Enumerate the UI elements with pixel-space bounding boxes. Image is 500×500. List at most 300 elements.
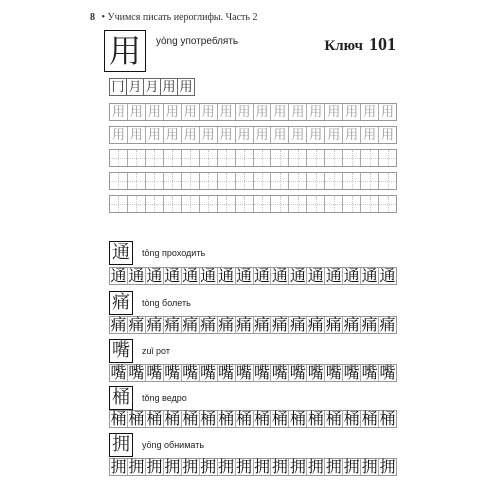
practice-cell[interactable] [270,173,288,189]
practice-cell[interactable] [163,317,181,333]
practice-cell[interactable] [235,127,253,143]
entry-character-box: 拥 [109,433,133,457]
practice-glyph: 桶 [218,409,235,428]
practice-cell[interactable] [163,365,181,381]
entry-character-box: 嘴 [109,339,133,363]
practice-cell[interactable] [217,150,235,166]
practice-cell[interactable] [110,459,127,475]
practice-glyph: 用 [255,104,269,120]
practice-cell[interactable] [235,150,253,166]
practice-cell[interactable] [235,365,253,381]
practice-glyph: 拥 [110,457,127,476]
practice-cell[interactable] [378,268,396,284]
practice-glyph: 拥 [289,457,306,476]
practice-cell[interactable] [110,268,127,284]
practice-glyph: 用 [165,104,179,120]
practice-cell[interactable] [199,459,217,475]
practice-glyph: 通 [289,266,306,285]
practice-glyph: 嘴 [307,363,324,382]
practice-cell[interactable] [217,365,235,381]
practice-glyph: 痛 [146,315,163,334]
practice-cell[interactable] [199,365,217,381]
entry-pinyin: tòng [142,298,160,308]
practice-cell[interactable] [110,317,127,333]
practice-cell[interactable] [163,150,181,166]
practice-cell[interactable] [324,173,342,189]
practice-glyph: 嘴 [271,363,288,382]
entry-meaning: проходить [162,248,206,258]
practice-cell[interactable] [127,150,145,166]
practice-glyph: 桶 [343,409,360,428]
practice-cell[interactable] [360,104,378,120]
key-number: 101 [369,34,396,54]
practice-cell[interactable] [342,459,360,475]
practice-cell[interactable] [253,104,271,120]
book-title: Учимся писать иероглифы. Часть 2 [107,12,258,23]
practice-cell[interactable] [342,365,360,381]
practice-cell[interactable] [181,365,199,381]
practice-cell[interactable] [253,411,271,427]
entry-meaning: ведро [162,393,187,403]
practice-cell[interactable] [270,104,288,120]
practice-cell[interactable] [145,317,163,333]
practice-glyph: 痛 [128,315,145,334]
practice-cell[interactable] [199,268,217,284]
practice-cell[interactable] [270,268,288,284]
practice-glyph: 痛 [236,315,253,334]
practice-cell[interactable] [253,150,271,166]
entry-character-box: 桶 [109,386,133,410]
practice-cell[interactable] [181,317,199,333]
practice-glyph: 用 [363,127,377,143]
practice-cell[interactable] [378,411,396,427]
practice-cell[interactable] [110,196,127,212]
practice-glyph: 痛 [307,315,324,334]
practice-cell[interactable] [235,173,253,189]
practice-cell[interactable] [253,317,271,333]
practice-glyph: 痛 [110,315,127,334]
practice-row[interactable] [109,364,397,382]
practice-cell[interactable] [342,150,360,166]
trace-row[interactable] [109,103,397,121]
practice-glyph: 桶 [325,409,342,428]
practice-cell[interactable] [270,411,288,427]
practice-cell[interactable] [360,268,378,284]
practice-glyph: 桶 [289,409,306,428]
main-character-box [104,30,146,72]
practice-cell[interactable] [235,459,253,475]
practice-glyph: 嘴 [361,363,378,382]
practice-cell[interactable] [288,196,306,212]
practice-glyph: 通 [253,266,270,285]
practice-cell[interactable] [288,150,306,166]
practice-glyph: 嘴 [110,363,127,382]
practice-cell[interactable] [217,104,235,120]
practice-cell[interactable] [306,173,324,189]
practice-cell[interactable] [235,196,253,212]
practice-glyph: 嘴 [128,363,145,382]
practice-glyph: 嘴 [379,363,396,382]
practice-row[interactable] [109,458,397,476]
practice-cell[interactable] [163,411,181,427]
practice-glyph: 痛 [325,315,342,334]
practice-glyph: 桶 [236,409,253,428]
practice-row[interactable] [109,172,397,190]
practice-cell[interactable] [306,317,324,333]
stroke-step: 冂 [109,78,127,96]
practice-cell[interactable] [127,104,145,120]
practice-cell[interactable] [181,104,199,120]
practice-cell[interactable] [288,365,306,381]
practice-glyph: 桶 [361,409,378,428]
practice-glyph: 拥 [146,457,163,476]
practice-cell[interactable] [235,268,253,284]
practice-cell[interactable] [163,268,181,284]
practice-glyph: 桶 [146,409,163,428]
practice-cell[interactable] [378,459,396,475]
practice-cell[interactable] [235,104,253,120]
practice-cell[interactable] [145,411,163,427]
practice-cell[interactable] [110,150,127,166]
practice-cell[interactable] [110,127,127,143]
practice-cell[interactable] [110,411,127,427]
practice-glyph: 嘴 [218,363,235,382]
entry-pinyin: zuǐ [142,346,154,356]
practice-glyph: 痛 [164,315,181,334]
practice-glyph: 嘴 [325,363,342,382]
main-meaning: употреблять [180,36,239,47]
practice-glyph: 用 [219,127,233,143]
practice-cell[interactable] [288,459,306,475]
practice-cell[interactable] [199,127,217,143]
practice-cell[interactable] [324,104,342,120]
practice-cell[interactable] [199,317,217,333]
practice-glyph: 用 [111,104,125,120]
practice-cell[interactable] [324,411,342,427]
practice-glyph: 桶 [128,409,145,428]
practice-glyph: 痛 [343,315,360,334]
practice-cell[interactable] [270,127,288,143]
practice-cell[interactable] [163,104,181,120]
practice-glyph: 用 [381,127,395,143]
entry-meaning: болеть [162,298,191,308]
practice-cell[interactable] [306,104,324,120]
practice-cell[interactable] [306,365,324,381]
practice-glyph: 嘴 [289,363,306,382]
practice-glyph: 嘴 [146,363,163,382]
practice-cell[interactable] [324,127,342,143]
practice-cell[interactable] [306,411,324,427]
practice-cell[interactable] [288,173,306,189]
practice-cell[interactable] [288,317,306,333]
practice-glyph: 通 [361,266,378,285]
practice-cell[interactable] [306,459,324,475]
practice-cell[interactable] [360,150,378,166]
practice-cell[interactable] [306,127,324,143]
stroke-step: 月 [143,78,161,96]
practice-cell[interactable] [163,127,181,143]
practice-glyph: 桶 [307,409,324,428]
practice-cell[interactable] [217,127,235,143]
entry-pinyin: yōng [142,440,162,450]
entry-meaning: обнимать [164,440,205,450]
practice-cell[interactable] [288,104,306,120]
stroke-step: 用 [177,78,195,96]
stroke-order-row [109,78,195,96]
practice-cell[interactable] [145,365,163,381]
practice-glyph: 嘴 [182,363,199,382]
practice-cell[interactable] [342,411,360,427]
practice-cell[interactable] [127,411,145,427]
practice-glyph: 桶 [253,409,270,428]
practice-cell[interactable] [360,173,378,189]
practice-row[interactable] [109,316,397,334]
practice-cell[interactable] [235,317,253,333]
practice-glyph: 桶 [200,409,217,428]
practice-glyph: 桶 [110,409,127,428]
practice-glyph: 通 [271,266,288,285]
practice-cell[interactable] [127,268,145,284]
practice-cell[interactable] [145,127,163,143]
entry-gloss [142,440,204,450]
practice-cell[interactable] [378,365,396,381]
practice-glyph: 用 [219,104,233,120]
practice-cell[interactable] [145,173,163,189]
entry-character-box: 通 [109,241,133,265]
practice-glyph: 用 [237,104,251,120]
practice-glyph: 用 [291,127,305,143]
key-label: Ключ [324,38,363,54]
practice-row[interactable] [109,149,397,167]
practice-cell[interactable] [127,173,145,189]
main-gloss [156,36,238,47]
practice-glyph: 用 [165,127,179,143]
entry-meaning: рот [156,346,170,356]
practice-cell[interactable] [270,150,288,166]
practice-cell[interactable] [253,173,271,189]
practice-cell[interactable] [253,196,271,212]
practice-cell[interactable] [288,268,306,284]
practice-glyph: 拥 [253,457,270,476]
practice-cell[interactable] [253,268,271,284]
practice-cell[interactable] [181,173,199,189]
main-character: 用 [108,32,141,70]
practice-glyph: 拥 [307,457,324,476]
practice-cell[interactable] [181,459,199,475]
practice-cell[interactable] [378,173,396,189]
practice-cell[interactable] [253,127,271,143]
practice-cell[interactable] [127,317,145,333]
trace-row[interactable] [109,126,397,144]
practice-cell[interactable] [145,150,163,166]
practice-cell[interactable] [145,459,163,475]
page-number: 8 [90,12,95,23]
practice-glyph: 拥 [325,457,342,476]
practice-cell[interactable] [360,196,378,212]
practice-glyph: 通 [182,266,199,285]
practice-glyph: 用 [273,127,287,143]
practice-glyph: 通 [218,266,235,285]
practice-glyph: 桶 [164,409,181,428]
practice-cell[interactable] [288,127,306,143]
practice-cell[interactable] [378,196,396,212]
practice-cell[interactable] [181,268,199,284]
practice-cell[interactable] [110,365,127,381]
practice-glyph: 嘴 [164,363,181,382]
entry-character-box: 痛 [109,291,133,315]
practice-cell[interactable] [145,104,163,120]
practice-glyph: 用 [147,104,161,120]
practice-glyph: 痛 [289,315,306,334]
practice-glyph: 用 [129,127,143,143]
practice-glyph: 嘴 [236,363,253,382]
practice-cell[interactable] [217,317,235,333]
practice-glyph: 用 [327,127,341,143]
practice-cell[interactable] [324,150,342,166]
stroke-step: 用 [160,78,178,96]
practice-cell[interactable] [127,365,145,381]
practice-cell[interactable] [306,268,324,284]
practice-glyph: 痛 [361,315,378,334]
practice-cell[interactable] [127,196,145,212]
practice-cell[interactable] [235,411,253,427]
practice-cell[interactable] [360,411,378,427]
practice-cell[interactable] [342,173,360,189]
practice-glyph: 拥 [200,457,217,476]
practice-glyph: 拥 [164,457,181,476]
practice-cell[interactable] [378,127,396,143]
practice-cell[interactable] [163,196,181,212]
practice-cell[interactable] [181,411,199,427]
practice-cell[interactable] [342,317,360,333]
practice-cell[interactable] [360,317,378,333]
practice-cell[interactable] [145,268,163,284]
practice-cell[interactable] [181,127,199,143]
practice-cell[interactable] [199,196,217,212]
practice-cell[interactable] [360,459,378,475]
practice-cell[interactable] [110,173,127,189]
entry-gloss [142,346,170,356]
practice-glyph: 拥 [128,457,145,476]
practice-cell[interactable] [324,365,342,381]
practice-cell[interactable] [253,459,271,475]
practice-glyph: 用 [309,104,323,120]
practice-glyph: 通 [236,266,253,285]
practice-cell[interactable] [217,459,235,475]
practice-glyph: 用 [255,127,269,143]
stroke-step: 月 [126,78,144,96]
radical-key [324,34,396,55]
practice-cell[interactable] [163,173,181,189]
practice-cell[interactable] [342,196,360,212]
practice-cell[interactable] [163,459,181,475]
practice-glyph: 用 [327,104,341,120]
practice-glyph: 拥 [343,457,360,476]
practice-cell[interactable] [217,411,235,427]
practice-cell[interactable] [199,104,217,120]
practice-glyph: 通 [343,266,360,285]
practice-cell[interactable] [217,196,235,212]
practice-glyph: 用 [201,127,215,143]
entry-pinyin: tǒng [142,393,160,403]
practice-cell[interactable] [127,127,145,143]
practice-glyph: 痛 [182,315,199,334]
practice-glyph: 嘴 [200,363,217,382]
practice-cell[interactable] [127,459,145,475]
practice-glyph: 用 [183,127,197,143]
practice-cell[interactable] [199,150,217,166]
practice-glyph: 通 [200,266,217,285]
practice-glyph: 用 [345,127,359,143]
practice-glyph: 通 [325,266,342,285]
practice-cell[interactable] [288,411,306,427]
practice-cell[interactable] [306,196,324,212]
practice-glyph: 通 [307,266,324,285]
practice-glyph: 用 [363,104,377,120]
practice-glyph: 用 [273,104,287,120]
entry-gloss [142,393,187,403]
practice-row[interactable] [109,195,397,213]
practice-cell[interactable] [217,173,235,189]
practice-glyph: 用 [345,104,359,120]
header-bullet: • [101,12,106,23]
practice-cell[interactable] [378,317,396,333]
practice-cell[interactable] [342,268,360,284]
practice-glyph: 痛 [271,315,288,334]
practice-row[interactable] [109,410,397,428]
practice-cell[interactable] [181,150,199,166]
practice-glyph: 拥 [218,457,235,476]
practice-glyph: 嘴 [253,363,270,382]
main-pinyin: yòng [156,36,178,47]
practice-glyph: 痛 [200,315,217,334]
practice-glyph: 拥 [236,457,253,476]
practice-glyph: 用 [309,127,323,143]
practice-cell[interactable] [145,196,163,212]
practice-cell[interactable] [270,196,288,212]
practice-cell[interactable] [378,150,396,166]
practice-glyph: 桶 [182,409,199,428]
practice-cell[interactable] [110,104,127,120]
practice-glyph: 用 [237,127,251,143]
practice-cell[interactable] [360,127,378,143]
practice-cell[interactable] [324,196,342,212]
practice-cell[interactable] [324,317,342,333]
practice-row[interactable] [109,267,397,285]
entry-gloss [142,298,191,308]
practice-glyph: 通 [164,266,181,285]
practice-cell[interactable] [217,268,235,284]
practice-glyph: 用 [147,127,161,143]
practice-glyph: 通 [128,266,145,285]
practice-cell[interactable] [378,104,396,120]
practice-cell[interactable] [199,173,217,189]
practice-cell[interactable] [270,459,288,475]
practice-cell[interactable] [270,365,288,381]
practice-glyph: 用 [291,104,305,120]
practice-cell[interactable] [324,459,342,475]
practice-glyph: 嘴 [343,363,360,382]
practice-cell[interactable] [342,127,360,143]
practice-cell[interactable] [324,268,342,284]
practice-cell[interactable] [253,365,271,381]
practice-cell[interactable] [360,365,378,381]
practice-cell[interactable] [342,104,360,120]
practice-cell[interactable] [270,317,288,333]
practice-cell[interactable] [199,411,217,427]
practice-cell[interactable] [181,196,199,212]
practice-cell[interactable] [306,150,324,166]
